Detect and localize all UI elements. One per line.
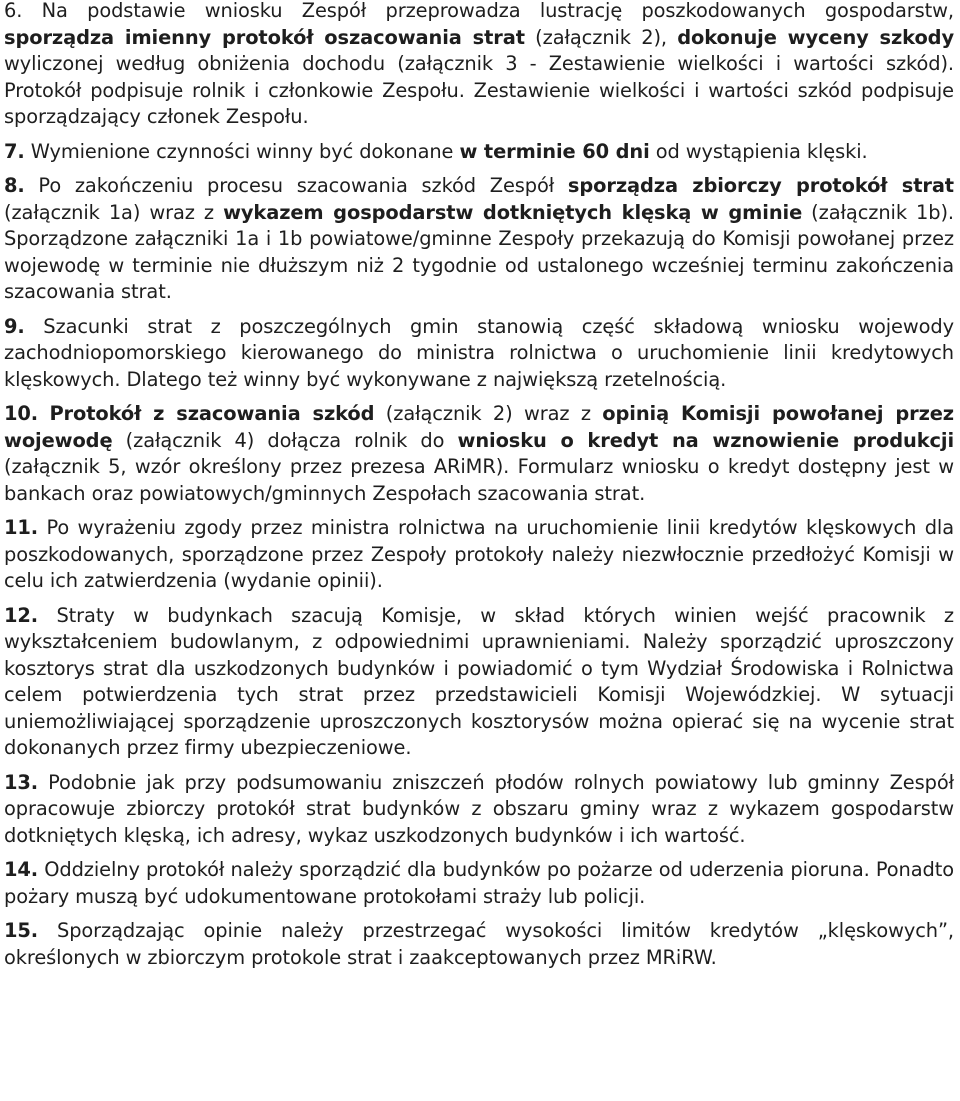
text-run: Po wyrażeniu zgody przez ministra rolnictwa na uruchomienie linii kredytów klęskowych dla poszkodowanych, sporządzone przez Zespoły protokoły należy niezwłocznie przedłożyć Komisji w celu ich zatwierdzenia (wydanie opinii). (4, 516, 954, 592)
text-run: Szacunki strat z poszczególnych gmin stanowią część składową wniosku wojewody zachodniopomorskiego kierowanego do ministra rolnictwa o uruchomienie linii kredytowych klęskowych. Dlatego też winny być wykonywane z największą rzetelnością. (4, 314, 954, 391)
text-run: Oddzielny protokół należy sporządzić dla budynków po pożarze od uderzenia pioruna. Ponadto pożary muszą być udokumentowane protokołami straży lub policji. (4, 858, 954, 908)
text-run: (załącznik 2), (524, 25, 678, 49)
bold-text-run: w terminie 60 dni (459, 139, 650, 163)
text-run: (załącznik 5, wzór określony przez prezesa ARiMR). Formularz wniosku o kredyt dostępny jest w bankach oraz powiatowych/gminnych Zespołach szacowania strat. (4, 455, 954, 505)
bold-text-run: wykazem gospodarstw dotkniętych klęską w gminie (223, 200, 803, 224)
bold-text-run: 13. (4, 770, 39, 794)
text-run (38, 402, 49, 425)
text-run: (załącznik 1b). Sporządzone załączniki 1a i 1b powiatowe/gminne Zespoły przekazują do Komisji powołanej przez wojewodę w terminie nie dłuższym niż 2 tygodnie od ustalonego wcześniej terminu zakończenia szacowania strat. (4, 200, 954, 303)
bold-text-run: 7. (4, 139, 25, 163)
text-run: (załącznik 4) dołącza rolnik do (112, 428, 458, 452)
text-run: Wymienione czynności winny być dokonane (24, 139, 460, 163)
bold-text-run: 12. (4, 603, 39, 627)
text-run: Straty w budynkach szacują Komisje, w skład których winien wejść pracownik z wykształceniem budowlanym, z odpowiednimi uprawnieniami. Należy sporządzić uproszczony kosztorys strat dla uszkodzonych budynków i powiadomić o tym Wydział Środowiska i Rolnictwa celem potwierdzenia tych strat przez przedstawicieli Komisji Wojewódzkiej. W sytuacji uniemożliwiającej sporządzenie uproszczonych kosztorysów można opierać się na wycenie strat dokonanych przez firmy ubezpieczeniowe. (4, 603, 954, 759)
paragraph-9 (4, 314, 954, 394)
text-run: wyliczonej według obniżenia dochodu (załącznik 3 - Zestawienie wielkości i wartości szkód). Protokół podpisuje rolnik i członkowie Zespołu. Zestawienie wielkości i wartości szkód podpisuje sporządzający członek Zespołu. (4, 52, 954, 128)
paragraph-11 (4, 515, 954, 595)
paragraph-10 (4, 401, 954, 507)
text-run: (załącznik 2) wraz z (374, 402, 603, 425)
text-run: Po zakończeniu procesu szacowania szkód Zespół (24, 174, 568, 197)
bold-text-run: wniosku o kredyt na wznowienie produkcji (457, 428, 954, 452)
paragraph-13 (4, 770, 954, 850)
text-run: Podobnie jak przy podsumowaniu zniszczeń płodów rolnych powiatowy lub gminny Zespół opracowuje zbiorczy protokół strat budynków z obszaru gminy wraz z wykazem gospodarstw dotkniętych klęską, ich adresy, wykaz uszkodzonych budynków i ich wartość. (4, 770, 954, 847)
paragraph-12 (4, 603, 954, 762)
bold-text-run: 10. (4, 402, 39, 425)
document-page (4, 0, 954, 971)
text-run: od wystąpienia klęski. (649, 139, 868, 163)
text-run: (załącznik 1a) wraz z (4, 200, 224, 224)
paragraph-15 (4, 918, 954, 971)
bold-text-run: 15. (4, 919, 39, 942)
text-run: 6. Na podstawie wniosku Zespół przeprowadza lustrację poszkodowanych gospodarstw, (4, 0, 954, 22)
paragraph-7 (4, 139, 954, 166)
bold-text-run: 9. (4, 314, 25, 338)
bold-text-run: 8. (4, 174, 25, 197)
paragraph-14 (4, 857, 954, 910)
bold-text-run: sporządza zbiorczy protokół strat (567, 174, 954, 197)
bold-text-run: sporządza imienny protokół oszacowania strat (4, 25, 525, 49)
paragraph-6 (4, 0, 954, 131)
bold-text-run: opinią Komisji powołanej przez wojewodę (4, 402, 954, 452)
bold-text-run: Protokół z szacowania szkód (49, 402, 375, 425)
bold-text-run: 11. (4, 516, 39, 539)
paragraph-8 (4, 173, 954, 306)
bold-text-run: 14. (4, 858, 39, 881)
bold-text-run: dokonuje wyceny szkody (677, 25, 954, 49)
text-run: Sporządzając opinie należy przestrzegać wysokości limitów kredytów „klęskowych”, określonych w zbiorczym protokole strat i zaakceptowanych przez MRiRW. (4, 919, 954, 969)
